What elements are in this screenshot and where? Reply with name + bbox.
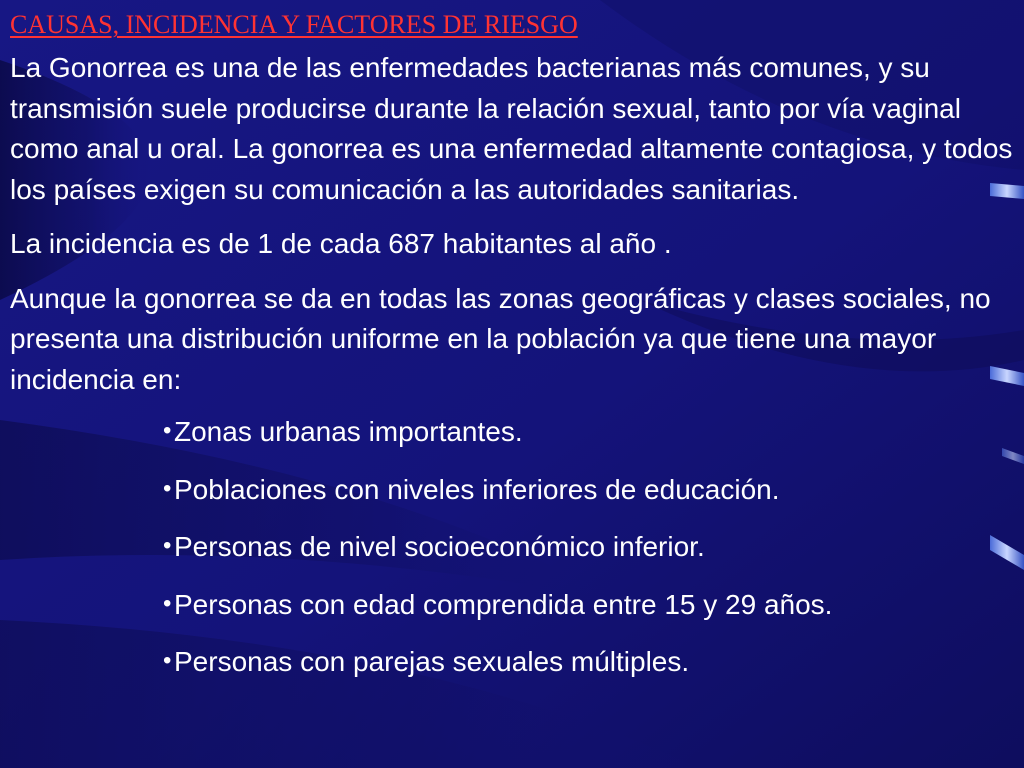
bullet-icon: • (163, 474, 172, 502)
bullet-icon: • (163, 417, 172, 444)
list-item (163, 634, 1015, 692)
paragraph-incidence: La incidencia es de 1 de cada 687 habitantes al año . (10, 228, 672, 259)
list-item (163, 462, 1015, 520)
list-item-text: Zonas urbanas importantes. (174, 416, 523, 447)
slide-content (10, 8, 1015, 692)
list-item (163, 404, 1015, 462)
list-item-text: Poblaciones con niveles inferiores de educación. (174, 473, 780, 505)
slide-title: CAUSAS, INCIDENCIA Y FACTORES DE RIESGO (10, 10, 578, 39)
list-item (163, 577, 1015, 635)
paragraph-distribution: Aunque la gonorrea se da en todas las zonas geográficas y clases sociales, no presenta una distribución uniforme en la población ya que tiene una mayor incidencia en: (10, 282, 991, 395)
list-item-text: Personas con parejas sexuales múltiples. (174, 646, 690, 677)
bullet-icon: • (163, 647, 172, 674)
list-item-text: Personas de nivel socioeconómico inferior. (174, 531, 705, 562)
bullet-icon: • (163, 532, 172, 559)
bullet-icon: • (163, 589, 172, 617)
list-item-text: Personas con edad comprendida entre 15 y 29 años. (174, 588, 833, 620)
list-item (163, 519, 1015, 577)
risk-factor-list (10, 404, 1015, 692)
paragraph-description: La Gonorrea es una de las enfermedades bacterianas más comunes, y su transmisión suele producirse durante la relación sexual, tanto por vía vaginal como anal u oral. La gonorrea es una enfermedad altamente contagiosa, y todos los países exigen su comunicación a las autoridades sanitarias. (10, 52, 1013, 205)
